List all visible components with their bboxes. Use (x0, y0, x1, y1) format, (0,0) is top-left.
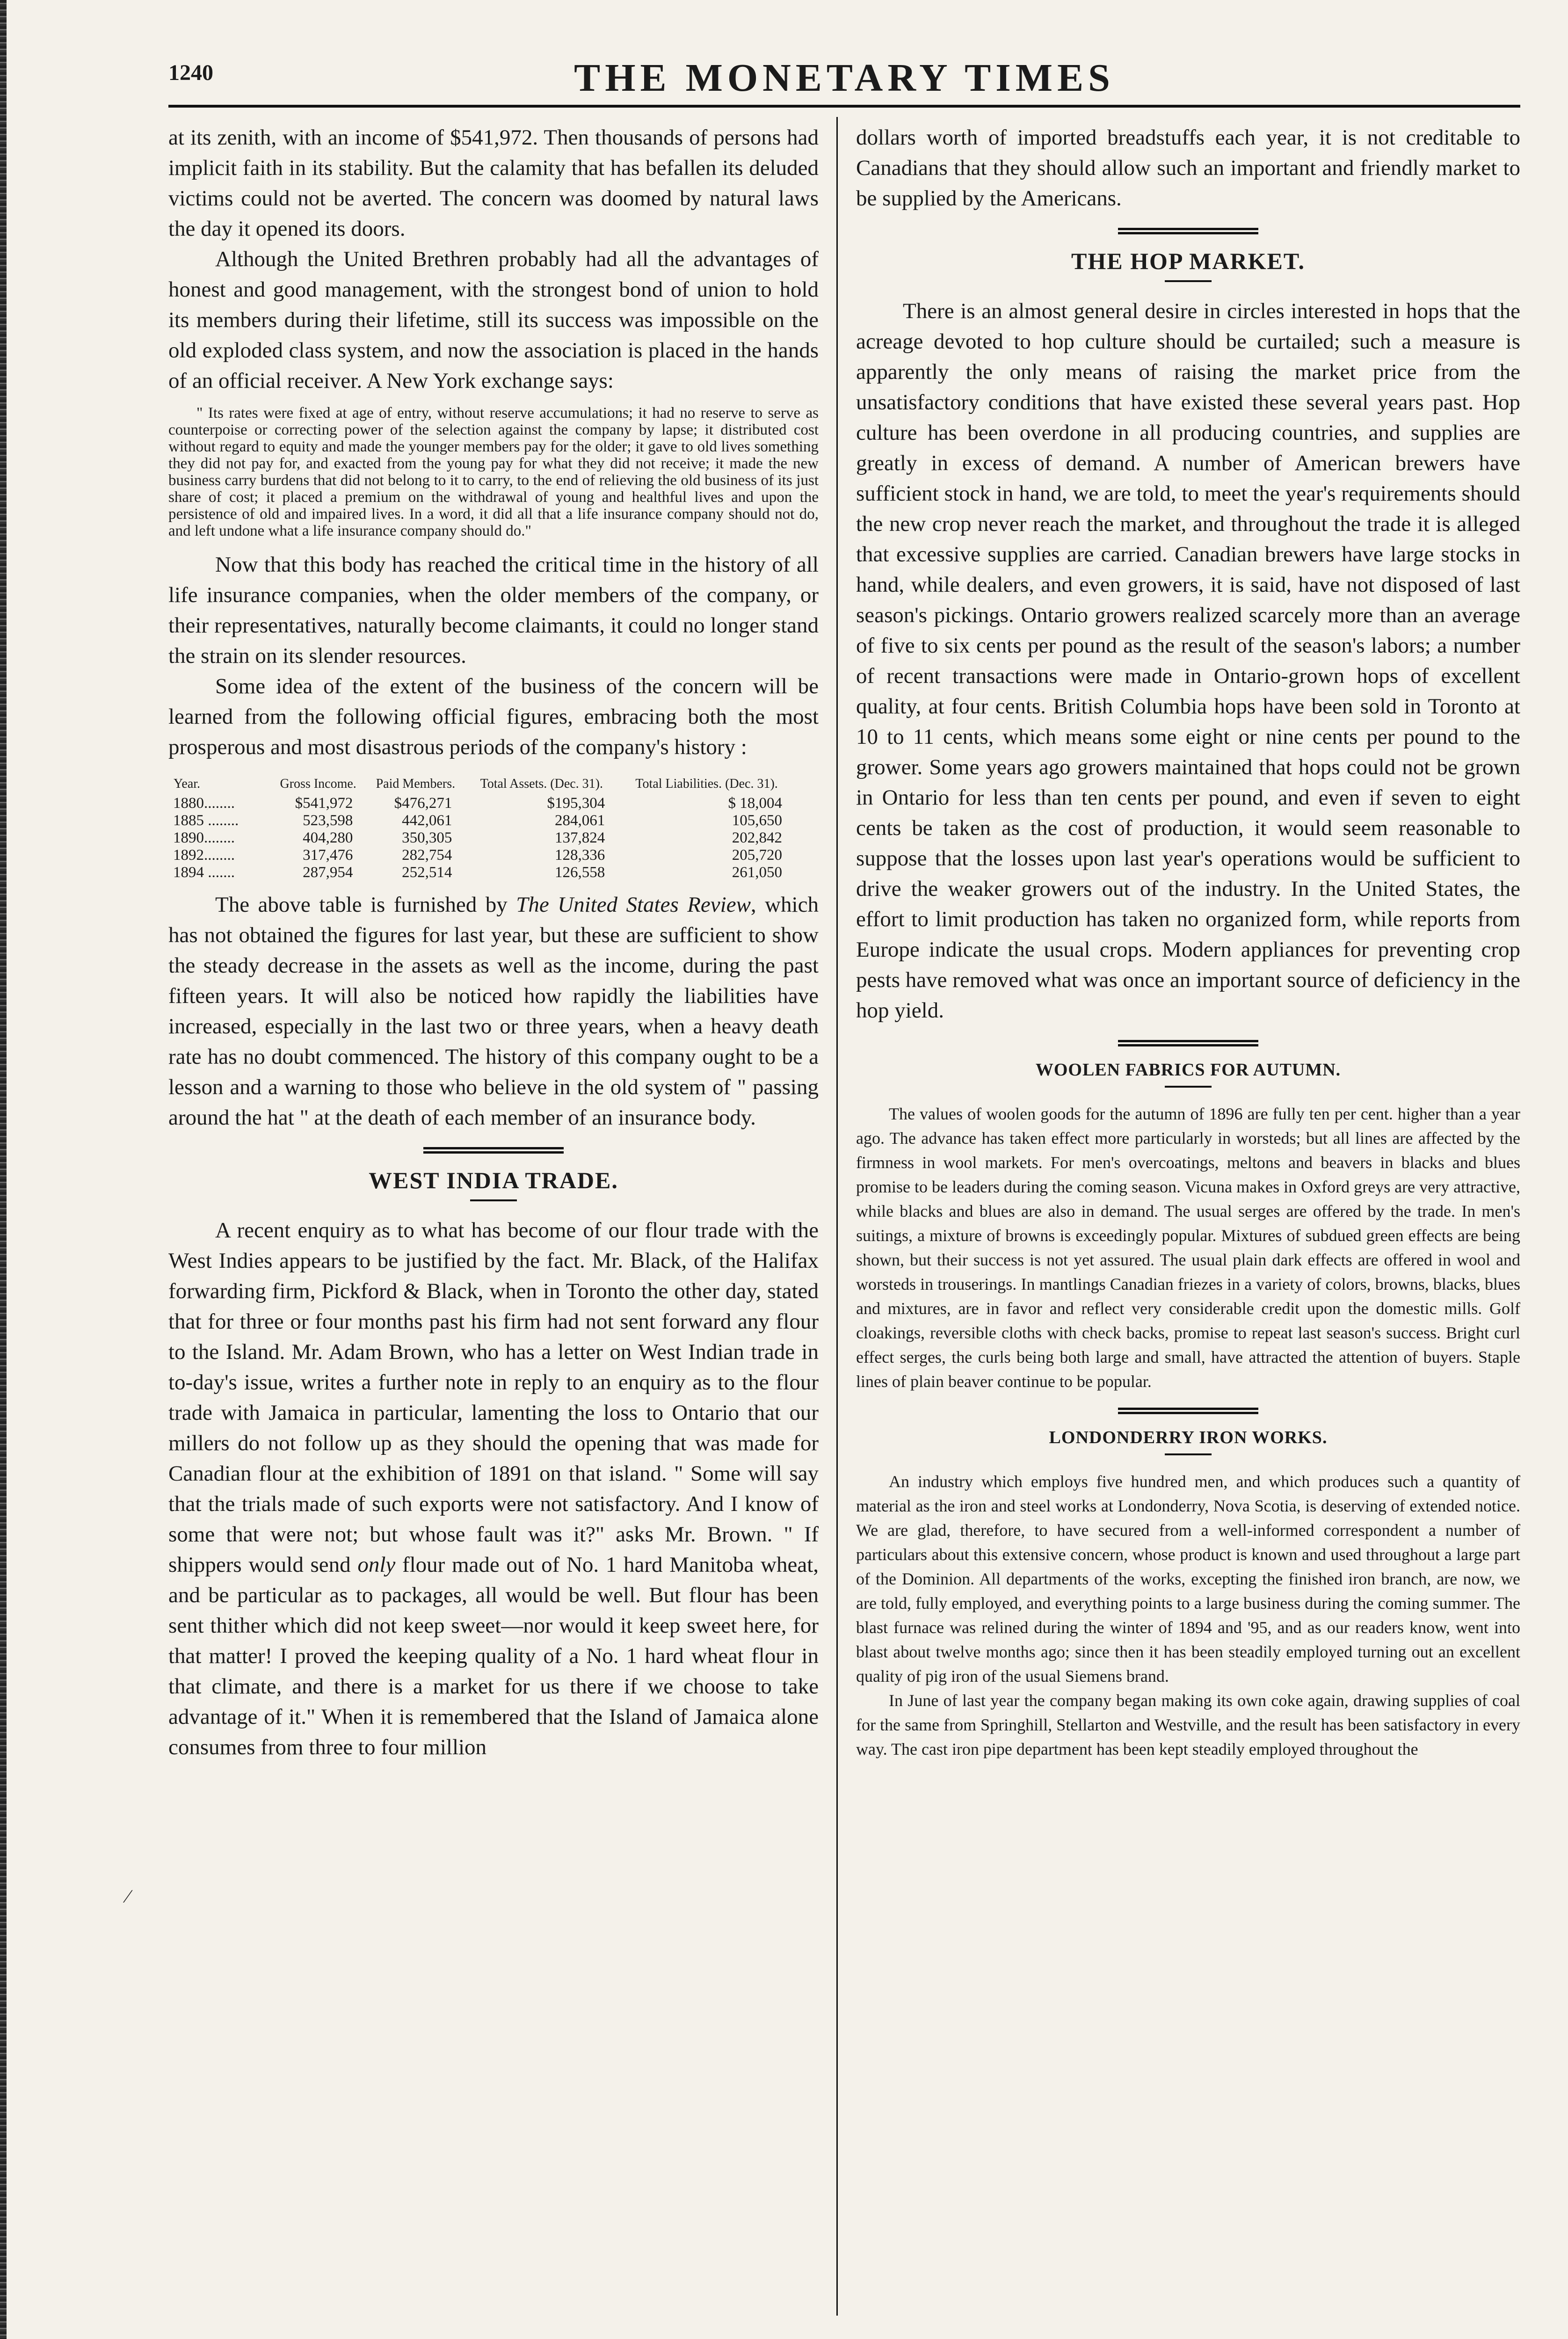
section-rule (1118, 228, 1258, 234)
table-cell: 1885 ........ (173, 812, 239, 829)
text-run: flour made out of No. 1 hard Manitoba wheat, and be particular as to packages, all would be well. But flour has been sent thither which did not keep sweet—nor would it keep sweet here, for that matter! I proved the keeping quality of a No. 1 hard wheat flour in that climate, and there is a market for us there if we choose to take advantage of it." When it is remembered that the Island of Jamaica alone consumes from three to four million (168, 1553, 819, 1759)
table-cell: 1894 ....... (173, 864, 235, 881)
table-cell: 287,954 (303, 864, 353, 881)
paragraph: In June of last year the company began making its own coke again, drawing supplies of coal for the same from Springhill, Stellarton and Westville, and the result has been satisfactory in every way. The cast iron pipe department has been kept steadily employed throughout the (856, 1691, 1520, 1758)
table-header: Year. (174, 777, 201, 791)
text-run: , which has not obtained the figures for last year, but these are sufficient to show the steady decrease in the assets as well as the income, during the past fifteen years. It will also be noticed how rapidly the liabilities have increased, especially in the last two or three years, when a heavy death rate has no doubt commenced. The history of this company ought to be a lesson and a warning to those who believe in the old system of " passing around the hat " at the death of each member of an insurance body. (168, 893, 819, 1130)
figures-table (173, 777, 795, 881)
paragraph: Now that this body has reached the critical time in the history of all life insurance companies, when the older members of the company, or their representatives, naturally become claimants, it could no longer stand the strain on its slender resources. (168, 552, 819, 668)
text-run: A recent enquiry as to what has become of our flour trade with the West Indies appears to be justified by the fact. Mr. Black, of the Halifax forwarding firm, Pickford & Black, when in Toronto the other day, stated that for three or four months past his firm had not sent forward any flour to the Island. Mr. Adam Brown, who has a letter on West Indian trade in to-day's issue, writes a further note in reply to an enquiry as to the flour trade with Jamaica in particular, lamenting the loss to Ontario that our millers do not follow up as they should the opening that was made for Canadian flour at the exhibition of 1891 on that island. " Some will say that the trials made of such exports were not satisfactory. And I know of some that were not; but whose fault was it?" asks Mr. Brown. " If shippers would send (168, 1218, 819, 1577)
section-rule (423, 1147, 564, 1154)
page-number: 1240 (168, 60, 213, 85)
paragraph: The values of woolen goods for the autumn of 1896 are fully ten per cent. higher than a year ago. The advance has taken effect more particularly in worsteds; but all lines are affected by the firmness in wool markets. For men's overcoatings, meltons and beavers in blacks and blues promise to be leaders during the coming season. Vicuna makes in Oxford greys are very attractive, while blacks and blues are also in demand. The usual serges are offered by the trade. In men's suitings, a mixture of browns is exceedingly popular. Mixtures of subdued green effects are being shown, but their success is not yet assured. The usual plain dark effects are offered in wool and worsteds in trouserings. In mantlings Canadian friezes in a variety of colors, browns, blacks, blues and mixtures, are in favor and reflect very considerable credit upon the domestic mills. Golf cloakings, reversible cloths with check backs, promise to repeat last season's success. Bright curl effect serges, the curls being both large and small, have attracted the attention of buyers. Staple lines of plain beaver continue to be popular. (856, 1104, 1520, 1391)
title-dash (1165, 1453, 1212, 1455)
paragraph: Although the United Brethren probably had all the advantages of honest and good management, with the strongest bond of union to hold its members during their lifetime, still its success was impossible on the old exploded class system, and now the association is placed in the hands of an official receiver. A New York exchange says: (168, 247, 819, 393)
paragraph: An industry which employs five hundred men, and which produces such a quantity of material as the iron and steel works at Londonderry, Nova Scotia, is deserving of extended notice. We are glad, therefore, to have secured from a well-informed correspondent a number of particulars about this extensive concern, whose product is known and used throughout a large part of the Dominion. All departments of the works, excepting the finished iron branch, are now, we are told, fully employed, and everything points to a large business during the coming summer. The blast furnace was relined during the winter of 1894 and '95, and as our readers know, went into blast about twelve months ago; since then it has been steadily employed turning out an excellent quality of pig iron of the usual Siemens brand. (856, 1472, 1520, 1685)
scan-edge (0, 0, 7, 2339)
small-print-block (856, 1102, 1520, 1394)
section-title-hop-market: THE HOP MARKET. (1071, 248, 1305, 274)
paragraph: There is an almost general desire in circles interested in hops that the acreage devoted to hop culture should be curtailed; such a measure is apparently the only means of raising the market price from the unsatisfactory conditions that have existed these several years past. Hop culture has been overdone in all producing countries, and supplies are greatly in excess of demand. A number of American brewers have sufficient stock in hand, we are told, to meet the year's requirements should the new crop never reach the market, and throughout the trade it is alleged that excessive supplies are carried. Canadian brewers have large stocks in hand, while dealers, and even growers, it is said, have not disposed of last season's pickings. Ontario growers realized scarcely more than an average of five to six cents per pound as the result of the season's labors; a number of recent transactions were made in Ontario-grown hops of excellent quality, at four cents. British Columbia hops have been sold in Toronto at 10 to 11 cents, which means some eight or nine cents per pound to the grower. Some years ago growers maintained that hops could not be grown in Ontario for less than ten cents per pound, and even if seven to eight cents be taken as the cost of production, it would seem reasonable to suppose that the losses upon last year's operations would be sufficient to drive the weaker growers out of the industry. In the United States, the effort to limit production has taken no organized form, while reports from Europe indicate the usual crops. Modern appliances for preventing crop pests have removed what was once an important source of deficiency in the hop yield. (856, 299, 1520, 1023)
section-rule (1118, 1040, 1258, 1046)
table-cell: 404,280 (303, 829, 353, 846)
masthead-title: THE MONETARY TIMES (574, 56, 1115, 100)
table-cell: 252,514 (402, 864, 452, 881)
paragraph: Some idea of the extent of the business of the concern will be learned from the following official figures, embracing both the most prosperous and most disastrous periods of the company's history : (168, 674, 819, 759)
page-header (168, 55, 1520, 107)
table-header: Gross Income. (280, 777, 356, 791)
section-title-west-india-trade: WEST INDIA TRADE. (369, 1167, 618, 1193)
section-title-londonderry-iron-works: LONDONDERRY IRON WORKS. (1049, 1428, 1328, 1447)
paragraph: at its zenith, with an income of $541,972. Then thousands of persons had implicit faith in its stability. But the calamity that has befallen its deluded victims could not be averted. The concern was doomed by natural laws the day it opened its doors. (168, 125, 819, 241)
table-cell: 523,598 (303, 812, 353, 829)
paragraph (168, 1215, 819, 1763)
emphasis: only (357, 1553, 396, 1577)
small-print-block (856, 1469, 1520, 1761)
table-cell: 442,061 (402, 812, 452, 829)
table-cell: 1880........ (173, 795, 235, 812)
table-header: Total Assets. (Dec. 31). (480, 777, 603, 791)
publication-title: The United States Review (516, 893, 751, 917)
table-row (173, 795, 795, 812)
left-column (168, 123, 819, 1763)
right-column (856, 123, 1520, 1761)
table-header: Paid Members. (376, 777, 456, 791)
table-row (173, 864, 795, 881)
table-cell: 205,720 (732, 847, 782, 864)
title-dash (1165, 1086, 1212, 1088)
table-row (173, 812, 795, 829)
table-cell: $195,304 (547, 795, 605, 812)
table-cell: 128,336 (554, 847, 605, 864)
paragraph (168, 890, 819, 1133)
table-cell: $541,972 (295, 795, 353, 812)
text-run: The above table is furnished by (215, 893, 516, 917)
paragraph: dollars worth of imported breadstuffs each year, it is not creditable to Canadians that they should allow such an important and friendly market to be supplied by the Americans. (856, 125, 1520, 211)
header-rule (168, 105, 1520, 108)
title-dash (470, 1199, 517, 1201)
margin-mark: ⁄ (126, 1886, 130, 1907)
table-cell: 261,050 (732, 864, 782, 881)
table-header: Total Liabilities. (Dec. 31). (635, 777, 778, 791)
section-title-woolen-fabrics: WOOLEN FABRICS FOR AUTUMN. (1035, 1060, 1341, 1080)
block-quote (168, 405, 819, 539)
table-row (173, 829, 795, 847)
table-row (173, 847, 795, 864)
table-cell: 105,650 (732, 812, 782, 829)
table-cell: 1892........ (173, 847, 235, 864)
quote-text: " Its rates were fixed at age of entry, without reserve accumulations; it had no reserve to serve as counterpoise or correcting power of the selection against the company by lapse; it distributed cost without regard to equity and made the younger members pay for the older; it gave to old lives something they did not pay for, and exacted from the young pay for what they did not receive; it made the new business carry burdens that did not belong to it to carry, to the end of relieving the old business of its just share of cost; it placed a premium on the withdrawal of young and healthful lives and upon the persistence of old and impaired lives. In a word, it did all that a life insurance company should not do, and left undone what a life insurance company should do." (168, 405, 819, 539)
table-cell: 282,754 (402, 847, 452, 864)
section-rule (1118, 1408, 1258, 1414)
table-cell: 317,476 (303, 847, 353, 864)
table-cell: $ 18,004 (728, 795, 782, 812)
table-cell: 1890........ (173, 829, 235, 846)
table-cell: 350,305 (402, 829, 452, 846)
table-cell: 137,824 (554, 829, 605, 846)
table-cell: 126,558 (554, 864, 605, 881)
table-cell: 284,061 (554, 812, 605, 829)
table-cell: $476,271 (394, 795, 452, 812)
table-header-row (173, 777, 795, 795)
table-cell: 202,842 (732, 829, 782, 846)
column-divider (836, 117, 838, 2316)
title-dash (1165, 280, 1212, 282)
